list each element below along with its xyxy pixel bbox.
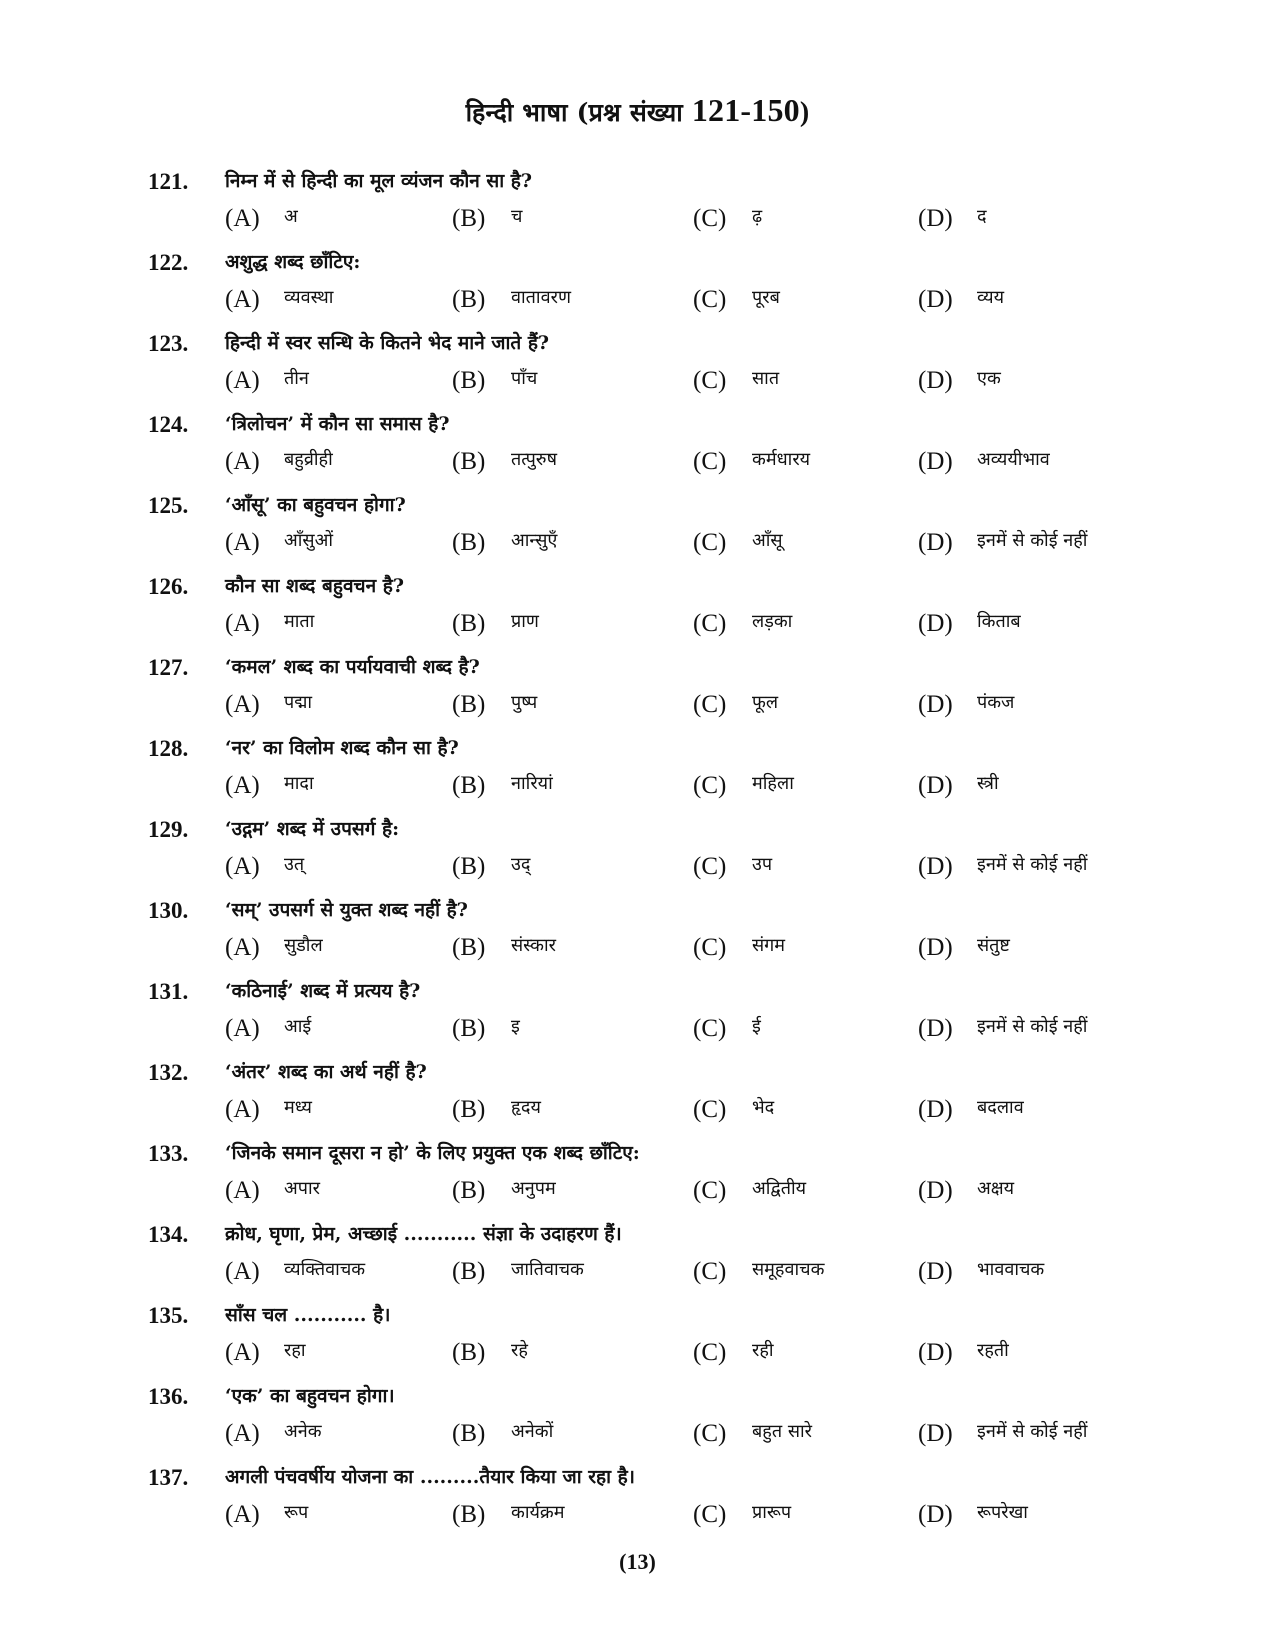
option-d [918, 448, 1050, 476]
option-text: पद्मा [284, 692, 313, 713]
question-text: ‘आँसू’ का बहुवचन होगा? [225, 494, 406, 516]
question-item [0, 649, 1275, 730]
question-item [0, 973, 1275, 1054]
option-c [693, 1339, 774, 1367]
option-label: (C) [693, 1339, 727, 1366]
option-text: कार्यक्रम [511, 1502, 565, 1523]
option-text: अ [284, 206, 298, 227]
option-text: रहती [977, 1340, 1009, 1361]
option-text: अद्वितीय [752, 1178, 807, 1199]
option-a [225, 1339, 306, 1367]
option-label: (A) [225, 1258, 260, 1285]
option-text: पंकज [977, 692, 1015, 713]
option-label: (B) [452, 853, 486, 880]
options-row [0, 1499, 1275, 1540]
option-a [225, 1096, 312, 1124]
option-c [693, 934, 785, 962]
question-item [0, 730, 1275, 811]
options-row [0, 284, 1275, 325]
option-label: (C) [693, 691, 727, 718]
question-row [0, 163, 1275, 203]
page-title-close: ) [799, 97, 810, 128]
question-number: 130. [148, 898, 189, 923]
option-label: (A) [225, 286, 260, 313]
option-label: (A) [225, 1177, 260, 1204]
option-d [918, 529, 1087, 557]
option-text: संस्कार [511, 935, 557, 956]
option-label: (D) [918, 610, 953, 637]
option-label: (B) [452, 1177, 486, 1204]
option-d [918, 1339, 1009, 1367]
option-label: (B) [452, 691, 486, 718]
option-label: (C) [693, 205, 727, 232]
option-label: (A) [225, 1501, 260, 1528]
question-item [0, 1297, 1275, 1378]
option-text: इ [511, 1016, 520, 1037]
option-d [918, 1501, 1028, 1529]
option-text: एक [977, 368, 1001, 389]
option-c [693, 367, 779, 395]
option-text: आँसुओं [284, 530, 333, 551]
option-label: (C) [693, 1096, 727, 1123]
question-item [0, 487, 1275, 568]
option-text: इनमें से कोई नहीं [977, 854, 1088, 875]
option-text: ढ़ [752, 206, 763, 227]
option-text: रूप [284, 1502, 309, 1523]
option-label: (D) [918, 1339, 953, 1366]
option-b [452, 448, 557, 476]
option-label: (C) [693, 772, 727, 799]
option-label: (A) [225, 1015, 260, 1042]
option-b [452, 1096, 541, 1124]
option-c [693, 772, 794, 800]
option-b [452, 286, 571, 314]
question-text: ‘नर’ का विलोम शब्द कौन सा है? [225, 737, 459, 759]
question-row [0, 892, 1275, 932]
option-text: भेद [752, 1097, 775, 1118]
option-text: रहे [511, 1340, 528, 1361]
options-row [0, 851, 1275, 892]
option-b [452, 1015, 520, 1043]
option-c [693, 286, 780, 314]
question-item [0, 1216, 1275, 1297]
option-label: (A) [225, 853, 260, 880]
question-text: ‘कमल’ शब्द का पर्यायवाची शब्द है? [225, 656, 480, 678]
option-text: संगम [752, 935, 786, 956]
option-text: प्राण [511, 611, 539, 632]
question-number: 135. [148, 1303, 189, 1328]
option-c [693, 610, 792, 638]
option-a [225, 1501, 308, 1529]
option-text: बहुत सारे [752, 1421, 813, 1442]
option-text: व्यवस्था [284, 287, 334, 308]
option-text: अव्ययीभाव [977, 449, 1050, 470]
option-a [225, 448, 333, 476]
option-b [452, 1258, 584, 1286]
option-a [225, 529, 333, 557]
option-label: (D) [918, 367, 953, 394]
option-c [693, 1096, 774, 1124]
option-text: सुडौल [284, 935, 323, 956]
option-a [225, 1177, 320, 1205]
option-label: (A) [225, 529, 260, 556]
options-row [0, 1418, 1275, 1459]
option-a [225, 934, 323, 962]
question-number: 125. [148, 493, 189, 518]
option-label: (A) [225, 772, 260, 799]
option-text: अक्षय [977, 1178, 1015, 1199]
question-row [0, 1297, 1275, 1337]
option-text: नारियां [511, 773, 553, 794]
question-item [0, 325, 1275, 406]
option-label: (A) [225, 1339, 260, 1366]
option-b [452, 934, 556, 962]
option-label: (B) [452, 1501, 486, 1528]
option-text: अपार [284, 1178, 320, 1199]
question-number: 127. [148, 655, 189, 680]
option-text: अनेक [284, 1421, 322, 1442]
question-text: ‘एक’ का बहुवचन होगा। [225, 1385, 395, 1407]
option-label: (B) [452, 1339, 486, 1366]
question-text: ‘सम्’ उपसर्ग से युक्त शब्द नहीं है? [225, 899, 468, 921]
option-label: (D) [918, 529, 953, 556]
option-label: (C) [693, 448, 727, 475]
option-label: (C) [693, 1177, 727, 1204]
option-text: पूरब [752, 287, 780, 308]
option-a [225, 1420, 322, 1448]
question-number: 133. [148, 1141, 189, 1166]
option-label: (A) [225, 367, 260, 394]
option-label: (D) [918, 1177, 953, 1204]
question-text: ‘कठिनाई’ शब्द में प्रत्यय है? [225, 980, 421, 1002]
option-label: (B) [452, 934, 486, 961]
question-list [0, 163, 1275, 1540]
question-row [0, 1459, 1275, 1499]
option-label: (D) [918, 1015, 953, 1042]
option-text: च [511, 206, 523, 227]
option-a [225, 853, 304, 881]
option-label: (B) [452, 610, 486, 637]
option-label: (B) [452, 529, 486, 556]
option-b [452, 1501, 565, 1529]
option-label: (B) [452, 286, 486, 313]
option-d [918, 1096, 1024, 1124]
option-c [693, 1177, 806, 1205]
option-text: माता [284, 611, 315, 632]
option-text: बहुव्रीही [284, 449, 333, 470]
options-row [0, 1256, 1275, 1297]
options-row [0, 1175, 1275, 1216]
option-label: (C) [693, 1420, 727, 1447]
question-item [0, 811, 1275, 892]
option-text: अनेकों [511, 1421, 554, 1442]
option-d [918, 853, 1087, 881]
option-text: फूल [752, 692, 779, 713]
option-label: (A) [225, 610, 260, 637]
option-label: (A) [225, 691, 260, 718]
page-title-range: 121-150 [691, 92, 800, 128]
options-row [0, 365, 1275, 406]
option-a [225, 772, 314, 800]
question-text: ‘अंतर’ शब्द का अर्थ नहीं है? [225, 1061, 427, 1083]
question-row [0, 325, 1275, 365]
option-text: पाँच [511, 368, 538, 389]
options-row [0, 1013, 1275, 1054]
question-row [0, 487, 1275, 527]
options-row [0, 608, 1275, 649]
option-label: (D) [918, 1096, 953, 1123]
option-b [452, 610, 539, 638]
question-row [0, 1054, 1275, 1094]
question-row [0, 406, 1275, 446]
option-label: (B) [452, 205, 486, 232]
option-d [918, 286, 1004, 314]
option-text: द [977, 206, 987, 227]
option-c [693, 448, 810, 476]
option-b [452, 367, 537, 395]
question-item [0, 892, 1275, 973]
option-label: (D) [918, 286, 953, 313]
option-b [452, 1177, 556, 1205]
option-label: (D) [918, 772, 953, 799]
option-text: कर्मधारय [752, 449, 811, 470]
option-text: इनमें से कोई नहीं [977, 1016, 1088, 1037]
option-label: (B) [452, 448, 486, 475]
option-d [918, 610, 1021, 638]
option-label: (B) [452, 367, 486, 394]
options-row [0, 1094, 1275, 1135]
options-row [0, 446, 1275, 487]
option-b [452, 691, 537, 719]
option-text: आन्सुएँ [511, 530, 558, 551]
option-a [225, 610, 314, 638]
option-d [918, 934, 1010, 962]
question-row [0, 1135, 1275, 1175]
option-label: (A) [225, 205, 260, 232]
option-d [918, 691, 1014, 719]
option-label: (B) [452, 1015, 486, 1042]
question-row [0, 649, 1275, 689]
option-a [225, 367, 309, 395]
option-text: उद् [511, 854, 531, 875]
question-number: 134. [148, 1222, 189, 1247]
question-item [0, 1459, 1275, 1540]
option-text: रही [752, 1340, 774, 1361]
option-a [225, 1015, 311, 1043]
question-number: 121. [148, 169, 189, 194]
question-item [0, 1378, 1275, 1459]
option-label: (C) [693, 610, 727, 637]
question-number: 137. [148, 1465, 189, 1490]
option-b [452, 772, 553, 800]
option-text: भाववाचक [977, 1259, 1045, 1280]
options-row [0, 689, 1275, 730]
option-text: स्त्री [977, 773, 999, 794]
option-text: मादा [284, 773, 314, 794]
option-text: संतुष्ट [977, 935, 1010, 956]
question-number: 131. [148, 979, 189, 1004]
option-b [452, 1420, 553, 1448]
option-label: (C) [693, 286, 727, 313]
option-text: व्यक्तिवाचक [284, 1259, 366, 1280]
option-label: (D) [918, 691, 953, 718]
question-number: 132. [148, 1060, 189, 1085]
option-text: ई [752, 1016, 761, 1037]
option-text: तत्पुरुष [511, 449, 557, 470]
question-text: कौन सा शब्द बहुवचन है? [225, 575, 404, 597]
option-a [225, 1258, 365, 1286]
option-text: मध्य [284, 1097, 312, 1118]
option-d [918, 1177, 1014, 1205]
question-text: साँस चल ........... है। [225, 1304, 391, 1326]
option-label: (B) [452, 1258, 486, 1285]
option-label: (C) [693, 1258, 727, 1285]
option-text: आई [284, 1016, 312, 1037]
option-c [693, 205, 762, 233]
option-c [693, 1015, 761, 1043]
question-number: 129. [148, 817, 189, 842]
option-b [452, 529, 557, 557]
option-label: (A) [225, 934, 260, 961]
question-text: अशुद्ध शब्द छाँटिए: [225, 251, 361, 273]
question-item [0, 1135, 1275, 1216]
question-item [0, 406, 1275, 487]
option-label: (B) [452, 772, 486, 799]
option-text: व्यय [977, 287, 1005, 308]
option-label: (D) [918, 205, 953, 232]
option-text: जातिवाचक [511, 1259, 584, 1280]
option-d [918, 1258, 1044, 1286]
option-d [918, 367, 1001, 395]
question-text: क्रोध, घृणा, प्रेम, अच्छाई ........... संज्ञा के उदाहरण हैं। [225, 1223, 622, 1245]
option-label: (C) [693, 934, 727, 961]
question-item [0, 163, 1275, 244]
question-text: अगली पंचवर्षीय योजना का .........तैयार किया जा रहा है। [225, 1466, 635, 1488]
option-text: उत् [284, 854, 305, 875]
option-text: किताब [977, 611, 1021, 632]
option-label: (D) [918, 934, 953, 961]
question-number: 126. [148, 574, 189, 599]
option-label: (B) [452, 1096, 486, 1123]
options-row [0, 770, 1275, 811]
question-row [0, 1378, 1275, 1418]
option-label: (C) [693, 853, 727, 880]
question-text: ‘त्रिलोचन’ में कौन सा समास है? [225, 413, 450, 435]
option-text: आँसू [752, 530, 783, 551]
option-label: (D) [918, 1258, 953, 1285]
question-text: ‘उद्गम’ शब्द में उपसर्ग है: [225, 818, 400, 840]
question-row [0, 730, 1275, 770]
options-row [0, 932, 1275, 973]
question-row [0, 973, 1275, 1013]
option-d [918, 205, 987, 233]
option-label: (B) [452, 1420, 486, 1447]
option-c [693, 691, 778, 719]
option-text: तीन [284, 368, 309, 389]
question-text: ‘जिनके समान दूसरा न हो’ के लिए प्रयुक्त एक शब्द छाँटिए: [225, 1142, 640, 1164]
question-text: हिन्दी में स्वर सन्धि के कितने भेद माने जाते हैं? [225, 332, 550, 354]
option-text: अनुपम [511, 1178, 556, 1199]
option-text: समूहवाचक [752, 1259, 825, 1280]
option-text: पुष्प [511, 692, 538, 713]
option-b [452, 205, 522, 233]
option-b [452, 853, 530, 881]
option-text: वातावरण [511, 287, 571, 308]
options-row [0, 527, 1275, 568]
option-text: इनमें से कोई नहीं [977, 1421, 1088, 1442]
option-label: (C) [693, 529, 727, 556]
option-a [225, 286, 333, 314]
option-label: (A) [225, 448, 260, 475]
options-row [0, 203, 1275, 244]
option-text: इनमें से कोई नहीं [977, 530, 1088, 551]
option-c [693, 1420, 812, 1448]
question-item [0, 568, 1275, 649]
question-text: निम्न में से हिन्दी का मूल व्यंजन कौन सा है? [225, 170, 533, 192]
option-label: (C) [693, 1015, 727, 1042]
option-text: बदलाव [977, 1097, 1024, 1118]
option-b [452, 1339, 528, 1367]
page-title [0, 92, 1275, 129]
option-text: हृदय [511, 1097, 541, 1118]
option-d [918, 772, 999, 800]
option-d [918, 1015, 1087, 1043]
question-number: 123. [148, 331, 189, 356]
option-label: (C) [693, 1501, 727, 1528]
question-row [0, 811, 1275, 851]
option-text: रूपरेखा [977, 1502, 1028, 1523]
option-text: रहा [284, 1340, 306, 1361]
option-a [225, 205, 298, 233]
option-label: (D) [918, 1501, 953, 1528]
option-label: (D) [918, 1420, 953, 1447]
option-label: (D) [918, 853, 953, 880]
option-text: लड़का [752, 611, 793, 632]
option-text: महिला [752, 773, 794, 794]
question-number: 122. [148, 250, 189, 275]
option-c [693, 1501, 791, 1529]
option-label: (A) [225, 1096, 260, 1123]
question-number: 124. [148, 412, 189, 437]
option-d [918, 1420, 1087, 1448]
option-text: सात [752, 368, 780, 389]
option-text: प्रारूप [752, 1502, 792, 1523]
option-c [693, 1258, 824, 1286]
option-label: (A) [225, 1420, 260, 1447]
options-row [0, 1337, 1275, 1378]
option-c [693, 529, 783, 557]
page-title-text: हिन्दी भाषा (प्रश्न संख्या [465, 98, 692, 127]
question-number: 128. [148, 736, 189, 761]
option-label: (D) [918, 448, 953, 475]
question-number: 136. [148, 1384, 189, 1409]
option-label: (C) [693, 367, 727, 394]
question-row [0, 244, 1275, 284]
question-row [0, 1216, 1275, 1256]
option-a [225, 691, 312, 719]
option-text: उप [752, 854, 773, 875]
question-item [0, 1054, 1275, 1135]
option-c [693, 853, 772, 881]
question-item [0, 244, 1275, 325]
question-row [0, 568, 1275, 608]
page-number: (13) [619, 1549, 656, 1574]
